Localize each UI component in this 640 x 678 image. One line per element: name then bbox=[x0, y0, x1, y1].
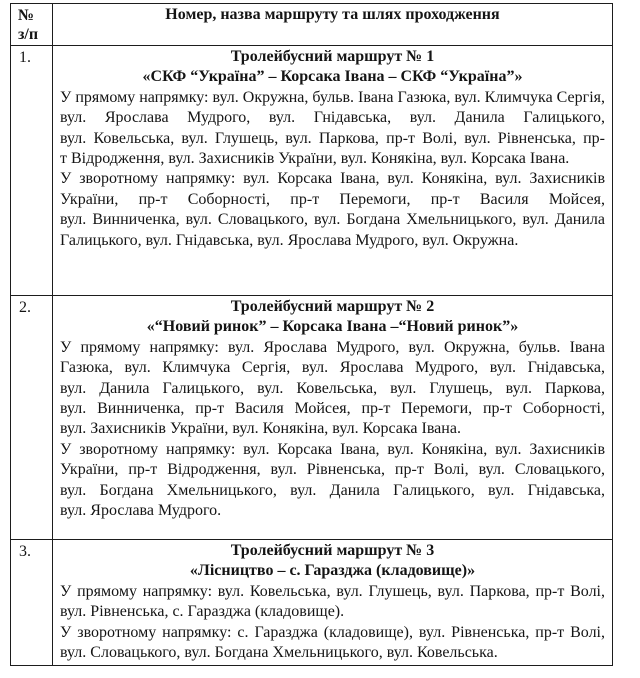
table-row bbox=[11, 296, 613, 540]
route-subtitle: «“Новий ринок” – Корсака Івана –“Новий ринок”» bbox=[146, 318, 519, 336]
route-cell bbox=[53, 540, 613, 666]
route-reverse-path: У зворотному напрямку: с. Гаразджа (кладовище), вул. Рівненська, пр-т Волі, вул. Словацького, вул. Богдана Хмельницького, вул. Ковельська. bbox=[60, 623, 605, 662]
route-subtitle: «СКФ “Україна” – Корсака Івана – СКФ “Україна”» bbox=[142, 68, 523, 86]
route-reverse-path: У зворотному напрямку: вул. Корсака Івана, вул. Конякіна, вул. Захисників України, пр-т Соборності, пр-т Перемоги, пр-т Василя Мойсея, вул. Винниченка, вул. Словацького, вул. Богдана Хмельницького, вул. Данила Галицького, вул. Гнідавська, вул. Ярослава Мудрого, вул. Окружна. bbox=[60, 170, 605, 249]
col-header-route: Номер, назва маршруту та шлях проходження bbox=[53, 4, 613, 46]
row-number-cell: 2. bbox=[11, 296, 53, 540]
route-cell bbox=[53, 46, 613, 296]
table-row bbox=[11, 46, 613, 296]
route-title: Тролейбусний маршрут № 2 bbox=[230, 298, 435, 315]
route-forward-path: У прямому напрямку: вул. Ярослава Мудрого, вул. Окружна, бульв. Івана Газюка, вул. Климчука Сергія, вул. Ярослава Мудрого, вул. Гнідавська, вул. Данила Галицького, вул. Ковельська, вул. Глушець, вул. Паркова, вул. Винниченка, пр-т Василя Мойсея, пр-т Перемоги, пр-т Соборності, вул. Захисників України, вул. Конякіна, вул. Корсака Івана. bbox=[60, 338, 605, 438]
table-row bbox=[11, 540, 613, 666]
col-header-number-line1: № bbox=[18, 7, 35, 24]
table-header-row bbox=[11, 4, 613, 46]
route-reverse-path: У зворотному напрямку: вул. Корсака Івана, вул. Конякіна, вул. Захисників України, пр-т Відродження, вул. Рівненська, пр-т Волі, вул. Словацького, вул. Богдана Хмельницького, вул. Данила Галицького, вул. Гнідавська, вул. Ярослава Мудрого. bbox=[60, 440, 605, 520]
col-header-number-line2: з/п bbox=[18, 26, 39, 43]
route-forward-path: У прямому напрямку: вул. Окружна, бульв. Івана Газюка, вул. Климчука Сергія, вул. Ярослава Мудрого, вул. Гнідавська, вул. Данила Галицького, вул. Ковельська, вул. Глушець, вул. Паркова, пр-т Волі, вул. Рівненська, пр-т Відродження, вул. Захисників України, вул. Конякіна, вул. Корсака Івана. bbox=[60, 88, 605, 168]
route-forward-path: У прямому напрямку: вул. Ковельська, вул. Глушець, вул. Паркова, пр-т Волі, вул. Рівненська, с. Гаразджа (кладовище). bbox=[60, 582, 605, 621]
row-number-cell: 1. bbox=[11, 46, 53, 296]
col-header-number bbox=[11, 4, 53, 46]
route-title: Тролейбусний маршрут № 3 bbox=[230, 542, 435, 559]
route-cell bbox=[53, 296, 613, 540]
route-title: Тролейбусний маршрут № 1 bbox=[230, 48, 435, 65]
routes-table bbox=[10, 3, 613, 666]
row-number-cell: 3. bbox=[11, 540, 53, 666]
route-subtitle: «Лісництво – с. Гаразджа (кладовище)» bbox=[189, 562, 476, 580]
